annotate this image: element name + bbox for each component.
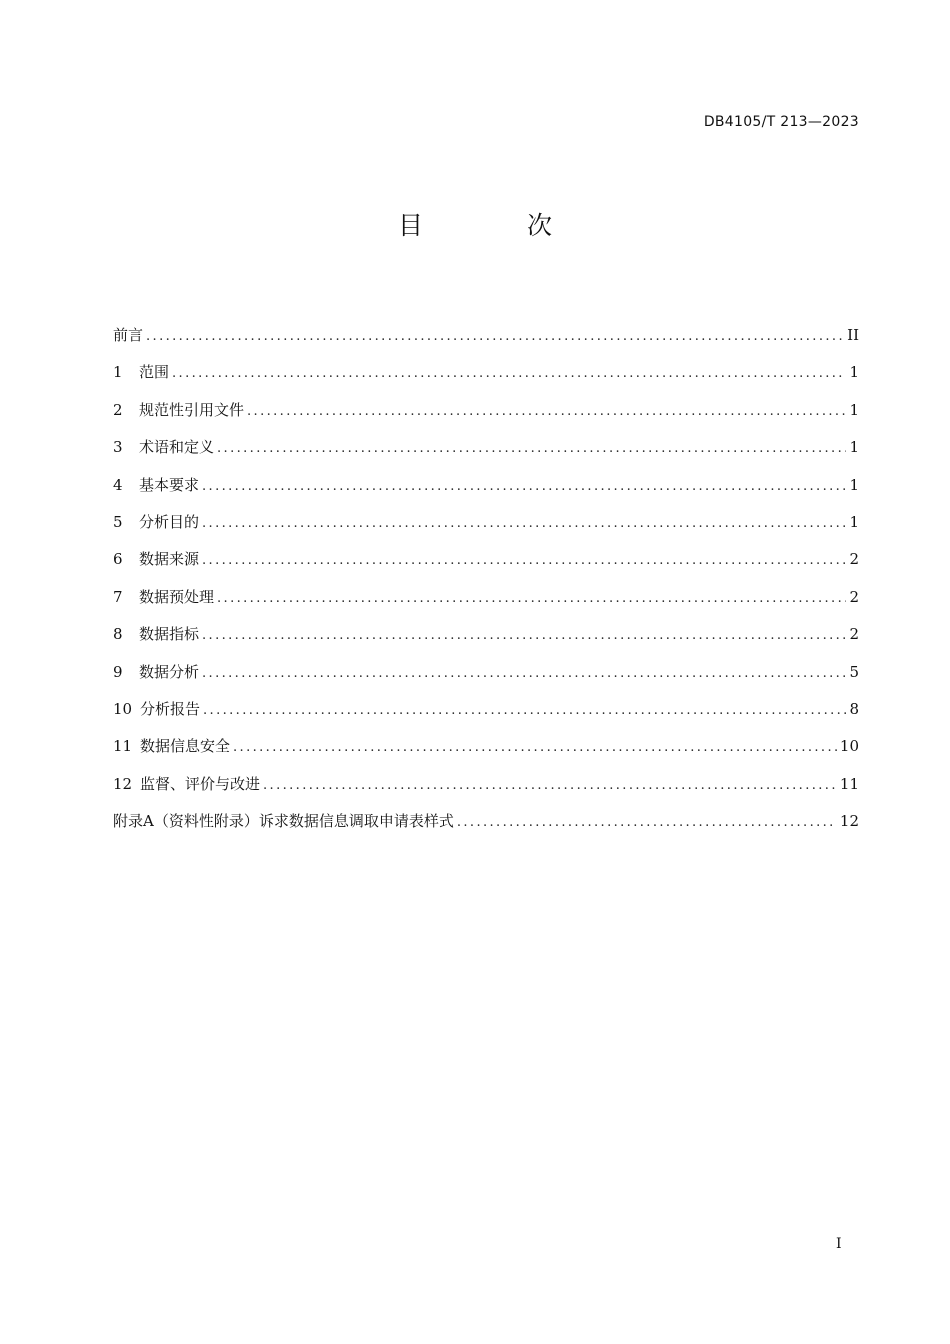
toc-entry-label: 规范性引用文件 [139,400,245,419]
toc-entry-label: 范围 [139,363,170,382]
toc-entry-page: 1 [849,438,859,457]
toc-leader-dots [263,774,837,798]
toc-entry-terms-definitions[interactable] [113,435,859,472]
toc-entry-page: 8 [849,699,859,718]
toc-entry-number: 7 [113,587,123,606]
toc-entry-label: 数据来源 [139,550,200,569]
toc-entry-page: 5 [849,662,859,681]
toc-entry-number: 3 [113,438,123,457]
toc-leader-dots [146,325,844,349]
toc-entry-page: 10 [839,737,859,756]
toc-entry-label: 数据预处理 [139,587,215,606]
toc-entry-page: 2 [849,625,859,644]
toc-entry-number: 11 [113,737,133,756]
toc-entry-normative-references[interactable] [113,398,859,435]
toc-entry-label: 前言 [113,326,144,344]
toc-entry-label: 术语和定义 [139,438,215,457]
toc-leader-dots [217,437,846,461]
toc-leader-dots [202,475,846,499]
toc-entry-analysis-report[interactable] [113,697,859,734]
toc-entry-number: 12 [113,774,133,793]
toc-entry-data-analysis[interactable] [113,660,859,697]
toc-leader-dots [457,811,837,835]
toc-leader-dots [202,549,846,573]
toc-entry-basic-requirements[interactable] [113,473,859,510]
document-code: DB4105/T 213—2023 [703,114,859,130]
toc-entry-scope[interactable] [113,360,859,397]
toc-entry-data-security[interactable] [113,734,859,771]
toc-entry-data-indicators[interactable] [113,622,859,659]
toc-entry-page: 1 [849,363,859,382]
toc-entry-number: 4 [113,475,123,494]
toc-entry-page: 11 [839,774,859,793]
toc-entry-number: 10 [113,699,133,718]
toc-entry-page: 1 [849,400,859,419]
toc-leader-dots [202,512,846,536]
toc-entry-page: 2 [849,587,859,606]
toc-entry-appendix-a[interactable] [113,809,859,846]
toc-entry-label: 数据指标 [139,625,200,644]
toc-title: 目 次 [398,211,600,240]
toc-entry-supervision[interactable] [113,772,859,809]
page-number: I [836,1236,842,1252]
toc-entry-foreword[interactable] [113,323,859,360]
toc-entry-page: 1 [849,475,859,494]
toc-entry-label: 分析目的 [139,512,200,531]
toc-leader-dots [217,587,846,611]
toc-entry-number: 5 [113,512,123,531]
toc-entry-label: 附录A（资料性附录）诉求数据信息调取申请表样式 [113,812,454,831]
toc-entry-page: 2 [849,550,859,569]
toc-entry-analysis-purpose[interactable] [113,510,859,547]
toc-leader-dots [203,699,846,723]
toc-entry-page: 12 [839,812,859,831]
toc-entry-number: 6 [113,550,123,569]
toc-leader-dots [247,400,846,424]
toc-entry-number: 8 [113,625,123,644]
toc-entry-number: 9 [113,662,123,681]
toc-entry-number: 1 [113,363,123,382]
toc-entry-page: 1 [849,512,859,531]
toc-entry-data-sources[interactable] [113,547,859,584]
toc-entry-label: 分析报告 [140,699,201,718]
toc-leader-dots [202,662,846,686]
toc-entry-label: 基本要求 [139,475,200,494]
toc-leader-dots [202,624,846,648]
toc-entry-data-preprocessing[interactable] [113,585,859,622]
toc-leader-dots [233,736,837,760]
toc-leader-dots [172,362,846,386]
toc-entry-page: II [847,326,859,344]
table-of-contents [113,323,859,846]
toc-entry-label: 数据信息安全 [140,737,231,756]
toc-entry-label: 监督、评价与改进 [140,774,261,793]
toc-entry-label: 数据分析 [139,662,200,681]
toc-entry-number: 2 [113,400,123,419]
